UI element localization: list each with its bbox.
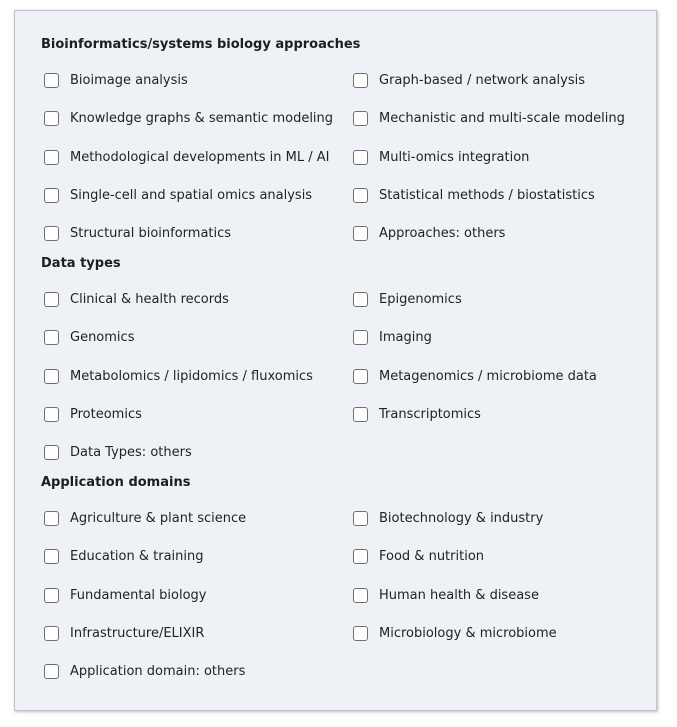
checkbox-food-nutrition[interactable] xyxy=(353,546,484,566)
topics-filter-panel xyxy=(14,10,657,711)
checkbox-human-health-disease[interactable] xyxy=(353,585,539,605)
checkbox-label: Approaches: others xyxy=(379,225,506,241)
checkbox-proteomics[interactable] xyxy=(44,404,142,424)
checkbox-box[interactable] xyxy=(353,150,368,165)
checkbox-box[interactable] xyxy=(353,111,368,126)
checkbox-label: Data Types: others xyxy=(70,444,192,460)
section-title-application-domains: Application domains xyxy=(41,475,191,490)
checkbox-label: Fundamental biology xyxy=(70,587,207,603)
checkbox-infrastructure-elixir[interactable] xyxy=(44,623,204,643)
checkbox-transcriptomics[interactable] xyxy=(353,404,481,424)
checkbox-fundamental-biology[interactable] xyxy=(44,585,207,605)
checkbox-box[interactable] xyxy=(44,664,59,679)
checkbox-label: Biotechnology & industry xyxy=(379,510,544,526)
checkbox-structural-bioinformatics[interactable] xyxy=(44,223,231,243)
checkbox-label: Infrastructure/ELIXIR xyxy=(70,625,205,641)
checkbox-graph-network-analysis[interactable] xyxy=(353,70,585,90)
checkbox-label: Clinical & health records xyxy=(70,291,229,307)
checkbox-label: Education & training xyxy=(70,548,204,564)
checkbox-label: Single-cell and spatial omics analysis xyxy=(70,187,313,203)
checkbox-imaging[interactable] xyxy=(353,327,432,347)
checkbox-approaches-others[interactable] xyxy=(353,223,505,243)
checkbox-box[interactable] xyxy=(353,226,368,241)
checkbox-epigenomics[interactable] xyxy=(353,289,462,309)
checkbox-label: Human health & disease xyxy=(379,587,539,603)
checkbox-box[interactable] xyxy=(44,511,59,526)
checkbox-application-domain-others[interactable] xyxy=(44,661,245,681)
checkbox-label: Methodological developments in ML / AI xyxy=(70,149,330,165)
checkbox-box[interactable] xyxy=(353,549,368,564)
checkbox-microbiology-microbiome[interactable] xyxy=(353,623,557,643)
checkbox-box[interactable] xyxy=(44,73,59,88)
checkbox-box[interactable] xyxy=(44,226,59,241)
checkbox-multi-omics[interactable] xyxy=(353,147,529,167)
checkbox-box[interactable] xyxy=(44,330,59,345)
checkbox-label: Proteomics xyxy=(70,406,142,422)
checkbox-label: Statistical methods / biostatistics xyxy=(379,187,595,203)
checkbox-data-types-others[interactable] xyxy=(44,442,192,462)
checkbox-box[interactable] xyxy=(353,511,368,526)
checkbox-label: Structural bioinformatics xyxy=(70,225,232,241)
checkbox-label: Metagenomics / microbiome data xyxy=(379,368,597,384)
checkbox-mechanistic-modeling[interactable] xyxy=(353,108,625,128)
checkbox-label: Metabolomics / lipidomics / fluxomics xyxy=(70,368,313,384)
checkbox-agriculture-plant-science[interactable] xyxy=(44,508,246,528)
checkbox-label: Food & nutrition xyxy=(379,548,485,564)
checkbox-label: Transcriptomics xyxy=(379,406,481,422)
checkbox-box[interactable] xyxy=(44,292,59,307)
checkbox-box[interactable] xyxy=(44,111,59,126)
checkbox-box[interactable] xyxy=(44,588,59,603)
checkbox-box[interactable] xyxy=(353,292,368,307)
checkbox-box[interactable] xyxy=(44,150,59,165)
checkbox-box[interactable] xyxy=(353,369,368,384)
checkbox-box[interactable] xyxy=(353,407,368,422)
checkbox-biotechnology-industry[interactable] xyxy=(353,508,543,528)
checkbox-box[interactable] xyxy=(353,73,368,88)
checkbox-label: Microbiology & microbiome xyxy=(379,625,557,641)
checkbox-metagenomics[interactable] xyxy=(353,366,597,386)
checkbox-label: Knowledge graphs & semantic modeling xyxy=(70,110,334,126)
checkbox-box[interactable] xyxy=(353,626,368,641)
checkbox-label: Epigenomics xyxy=(379,291,462,307)
checkbox-box[interactable] xyxy=(353,588,368,603)
checkbox-label: Application domain: others xyxy=(70,663,246,679)
checkbox-label: Genomics xyxy=(70,329,135,345)
checkbox-label: Bioimage analysis xyxy=(70,72,188,88)
checkbox-statistical-methods[interactable] xyxy=(353,185,595,205)
checkbox-knowledge-graphs[interactable] xyxy=(44,108,333,128)
checkbox-single-cell-spatial[interactable] xyxy=(44,185,312,205)
checkbox-box[interactable] xyxy=(44,626,59,641)
checkbox-clinical-health-records[interactable] xyxy=(44,289,229,309)
checkbox-box[interactable] xyxy=(353,330,368,345)
checkbox-label: Multi-omics integration xyxy=(379,149,530,165)
checkbox-label: Imaging xyxy=(379,329,432,345)
section-title-approaches: Bioinformatics/systems biology approaches xyxy=(41,37,361,52)
checkbox-box[interactable] xyxy=(44,445,59,460)
checkbox-ml-ai[interactable] xyxy=(44,147,329,167)
checkbox-metabolomics[interactable] xyxy=(44,366,313,386)
checkbox-box[interactable] xyxy=(44,407,59,422)
checkbox-box[interactable] xyxy=(44,369,59,384)
checkbox-label: Agriculture & plant science xyxy=(70,510,247,526)
checkbox-genomics[interactable] xyxy=(44,327,134,347)
section-title-data-types: Data types xyxy=(41,256,121,271)
checkbox-box[interactable] xyxy=(44,188,59,203)
checkbox-bioimage-analysis[interactable] xyxy=(44,70,188,90)
checkbox-box[interactable] xyxy=(353,188,368,203)
checkbox-education-training[interactable] xyxy=(44,546,204,566)
checkbox-label: Graph-based / network analysis xyxy=(379,72,586,88)
checkbox-label: Mechanistic and multi-scale modeling xyxy=(379,110,625,126)
checkbox-box[interactable] xyxy=(44,549,59,564)
